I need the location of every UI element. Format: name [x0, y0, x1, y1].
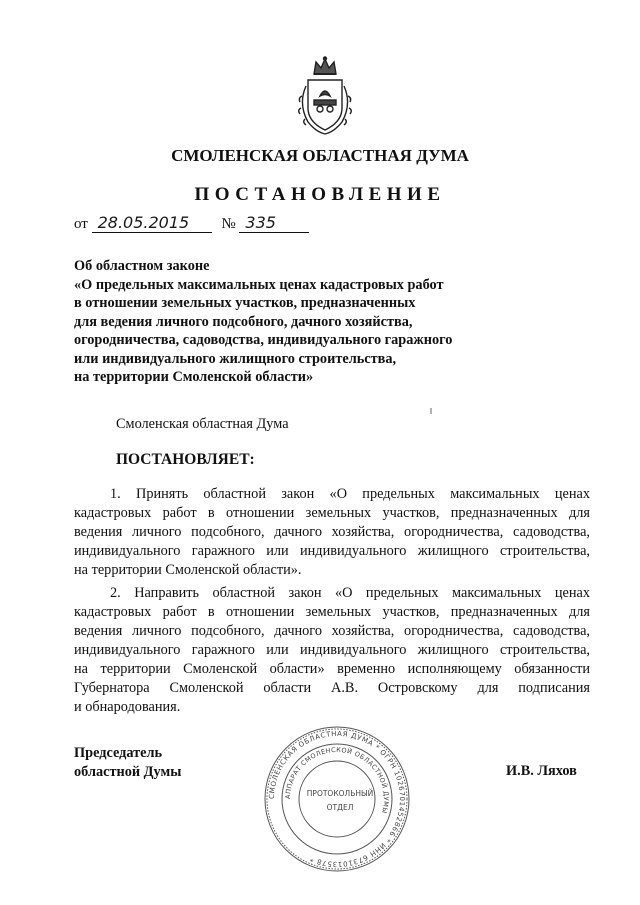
- date-prefix: от: [74, 216, 88, 232]
- document-type-heading: ПОСТАНОВЛЕНИЕ: [194, 184, 446, 205]
- title-line: для ведения личного подсобного, дачного хозяйства,: [74, 313, 413, 330]
- paragraph-line: кадастровых работ в отношении земельных участков, предназначенных для: [74, 505, 590, 521]
- title-line: Об областном законе: [74, 258, 210, 274]
- seal-outer-text: СМОЛЕНСКАЯ ОБЛАСТНАЯ ДУМА * ОГРН 1026701452866 * ИНН 6731013578 *: [267, 729, 407, 869]
- paragraph-2: [74, 584, 590, 717]
- document-title: [74, 257, 452, 387]
- paragraph-line: и обнародования.: [74, 699, 181, 715]
- paragraph-1: [74, 485, 590, 580]
- organization-name: СМОЛЕНСКАЯ ОБЛАСТНАЯ ДУМА: [171, 146, 469, 165]
- number-handwritten: 335: [239, 214, 309, 233]
- seal-center-line: ПРОТОКОЛЬНЫЙ: [306, 789, 374, 798]
- paragraph-line: Губернатора Смоленской области А.В. Островскому для подписания: [74, 680, 590, 696]
- seal-inner-text: АППАРАТ СМОЛЕНСКОЙ ОБЛАСТНОЙ ДУМЫ: [283, 745, 391, 815]
- paragraph-line: ведения личного подсобного, дачного хозяйства, огородничества, садоводства,: [74, 524, 590, 540]
- paragraph-line: индивидуального гаражного или индивидуального жилищного строительства,: [74, 642, 590, 658]
- title-line: огородничества, садоводства, индивидуального гаражного: [74, 332, 453, 348]
- date-handwritten: 28.05.2015: [92, 214, 212, 233]
- preamble-text: Смоленская областная Дума: [116, 416, 289, 432]
- paragraph-line: на территории Смоленской области» временно исполняющему обязанности: [74, 661, 590, 677]
- title-line: «О предельных максимальных ценах кадастровых работ: [74, 276, 444, 293]
- paragraph-line: индивидуального гаражного или индивидуального жилищного строительства,: [74, 543, 590, 559]
- smolensk-coat-of-arms-emblem: [296, 56, 354, 138]
- signatory-title-line: Председатель: [74, 745, 163, 761]
- official-seal-stamp: [262, 724, 412, 874]
- paragraph-line: на территории Смоленской области».: [74, 562, 302, 578]
- stray-mark: [428, 408, 434, 414]
- title-line: в отношении земельных участков, предназначенных: [74, 295, 416, 311]
- number-prefix: №: [221, 216, 236, 232]
- title-line: на территории Смоленской области»: [74, 369, 314, 385]
- signatory-name: И.В. Ляхов: [506, 763, 577, 779]
- paragraph-line: ведения личного подсобного, дачного хозяйства, огородничества, садоводства,: [74, 623, 590, 639]
- paragraph-line: кадастровых работ в отношении земельных участков, предназначенных для: [74, 604, 590, 620]
- seal-center-line: ОТДЕЛ: [326, 803, 354, 812]
- date-number-line: [74, 214, 309, 233]
- signatory-title: [74, 744, 181, 782]
- signatory-title-line: областной Думы: [74, 764, 182, 780]
- decree-word: ПОСТАНОВЛЯЕТ:: [116, 451, 255, 468]
- paragraph-line: 1. Принять областной закон «О предельных максимальных ценах: [110, 486, 590, 502]
- paragraph-line: 2. Направить областной закон «О предельных максимальных ценах: [110, 585, 590, 601]
- title-line: или индивидуального жилищного строительства,: [74, 350, 397, 367]
